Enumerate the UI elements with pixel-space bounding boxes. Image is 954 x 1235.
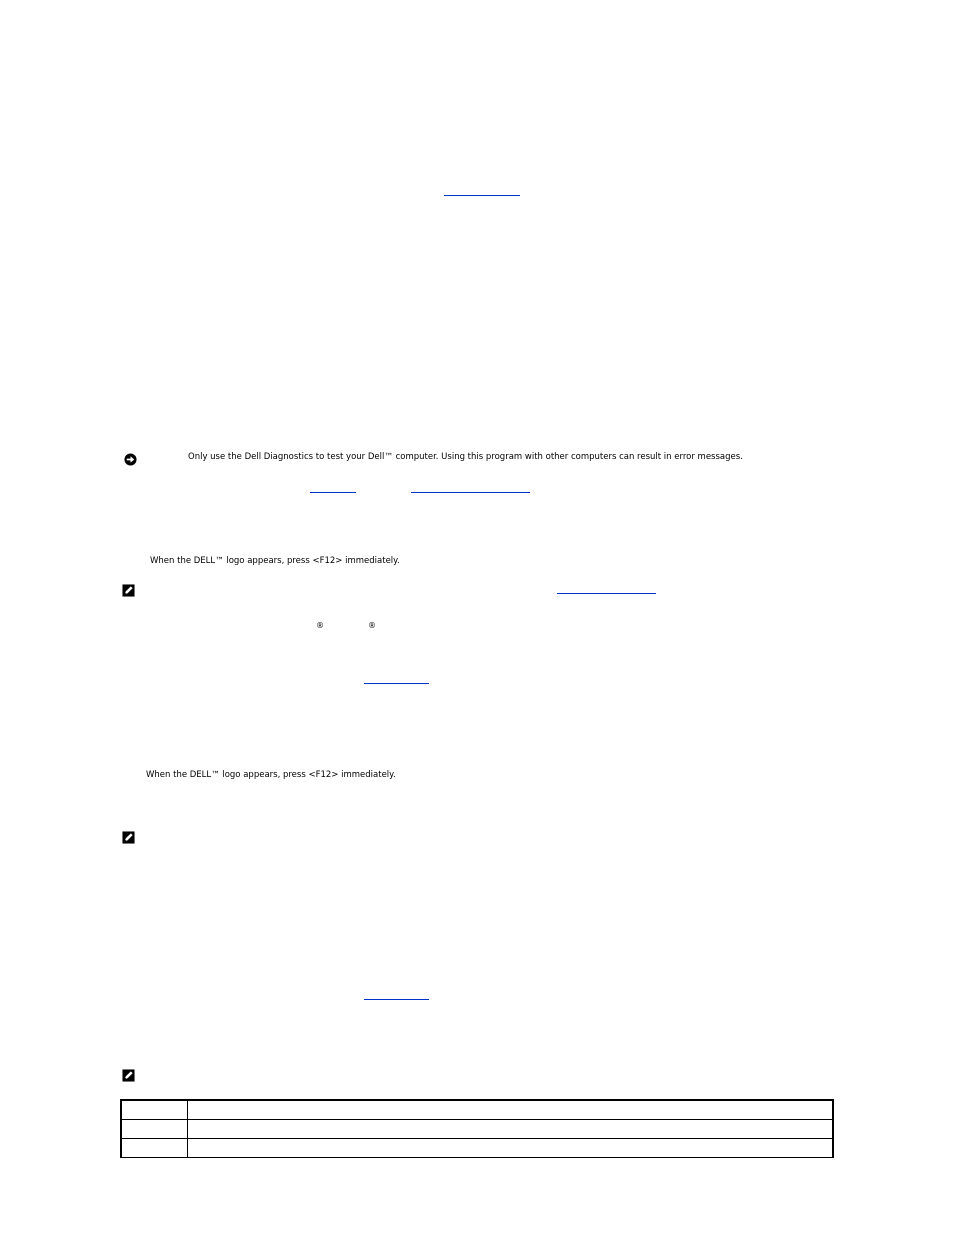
- notice-icon: [124, 453, 137, 466]
- table-row: [121, 1139, 833, 1158]
- table-row: [121, 1120, 833, 1139]
- link-3[interactable]: [411, 492, 530, 493]
- link-5[interactable]: [364, 683, 429, 684]
- note-icon: [122, 831, 135, 844]
- table-cell: [121, 1120, 188, 1139]
- table-cell: [188, 1139, 834, 1158]
- main-menu-table: [120, 1099, 834, 1235]
- table-cell: [188, 1120, 834, 1139]
- table-row: [121, 1100, 833, 1120]
- step-press-f12-cd: When the DELL™ logo appears, press <F12> immediately.: [146, 770, 396, 780]
- notice-text: Only use the Dell Diagnostics to test your Dell™ computer. Using this program with other computers can result in error messages.: [188, 452, 743, 462]
- table-cell: [121, 1139, 188, 1158]
- table-cell: [188, 1100, 834, 1120]
- registered-mark-1: ®: [316, 621, 324, 630]
- step-press-f12-hard-drive: When the DELL™ logo appears, press <F12> immediately.: [150, 556, 400, 566]
- link-2[interactable]: [310, 492, 356, 493]
- link-1[interactable]: [444, 195, 520, 196]
- link-4[interactable]: [557, 593, 656, 594]
- registered-mark-2: ®: [368, 621, 376, 630]
- link-6[interactable]: [364, 999, 429, 1000]
- note-icon: [122, 1069, 135, 1082]
- table-cell: [121, 1100, 188, 1120]
- note-icon: [122, 584, 135, 597]
